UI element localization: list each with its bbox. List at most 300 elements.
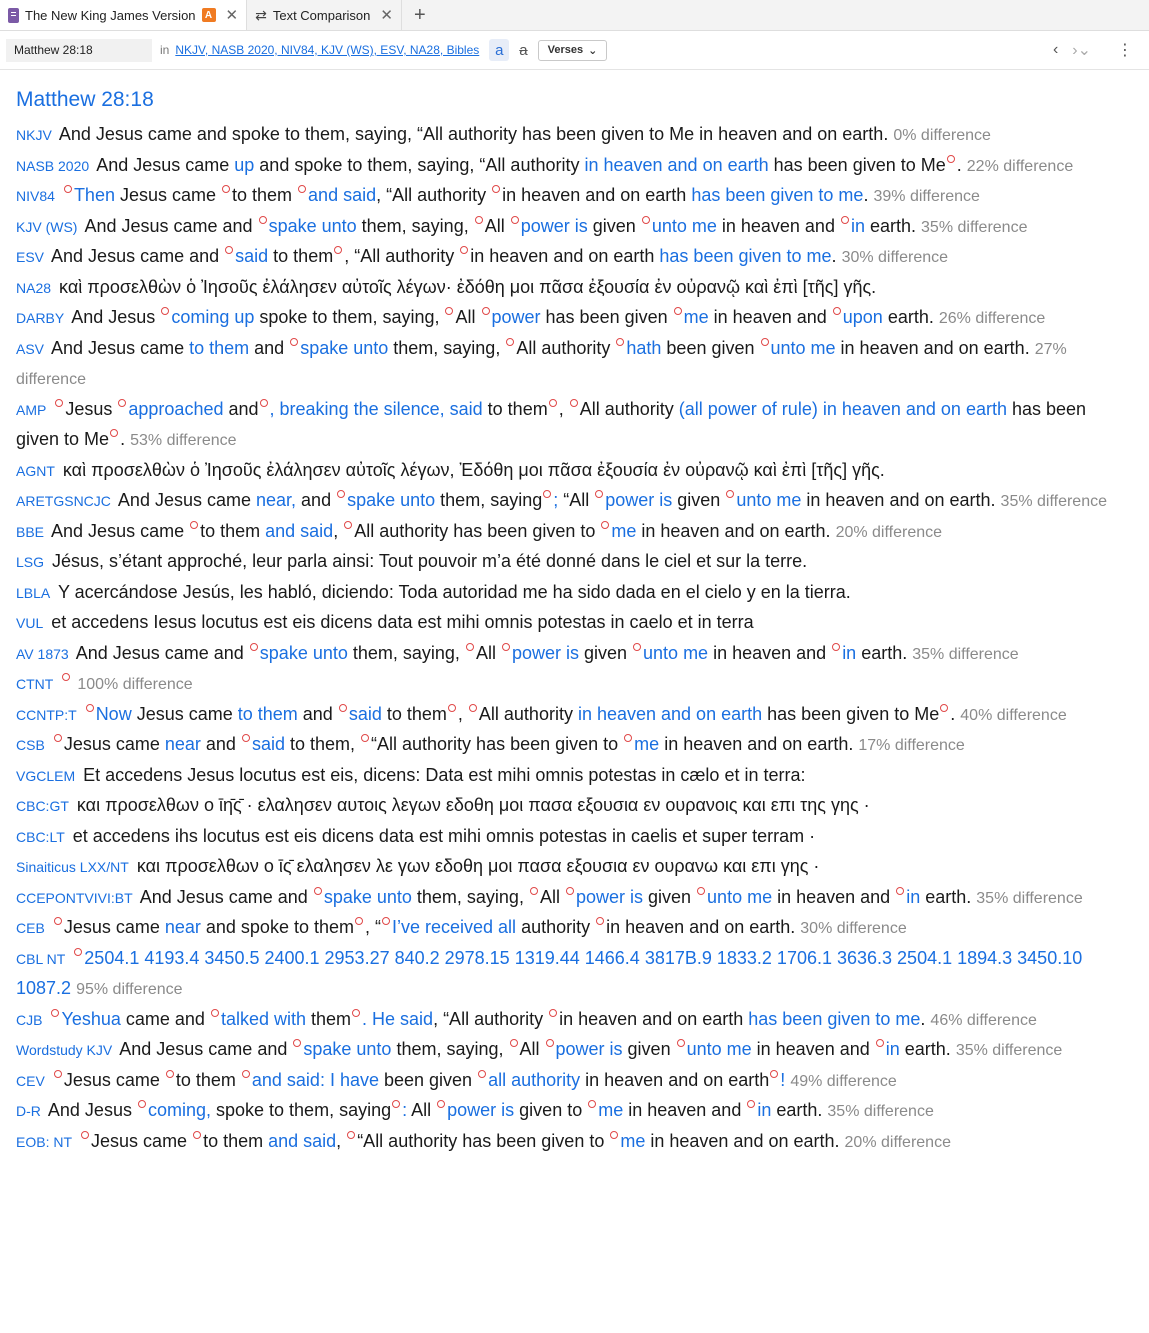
forward-icon[interactable]: ›⌄ xyxy=(1072,42,1091,59)
omission-marker-icon xyxy=(211,1009,219,1017)
verse-text: Et accedens Jesus locutus est eis, dicens: Data est mihi omnis potestas in cælo et in terra: xyxy=(83,764,806,785)
verse-row xyxy=(16,761,1133,792)
difference-percent: 46% difference xyxy=(930,1011,1037,1029)
difference-percent: 35% difference xyxy=(955,1042,1063,1059)
verse-text: in heaven and xyxy=(772,886,896,907)
difference-text: in xyxy=(842,642,857,663)
verse-text: earth. xyxy=(771,1100,823,1120)
verse-text: “All xyxy=(563,490,595,510)
verse-text: καὶ προσελθὼν ὁ Ἰησοῦς ἐλάλησεν αὐτοῖς λέγων, Ἐδόθη μοι πᾶσα ἐξουσία ἐν οὐρανῷ καὶ ἐπὶ [τῆς] γῆς. xyxy=(62,459,885,480)
difference-text: spake unto xyxy=(347,490,436,510)
bible-abbreviation[interactable]: LBLA xyxy=(16,584,51,601)
omission-marker-icon xyxy=(543,490,551,498)
verse-text: earth. xyxy=(899,1039,951,1059)
back-icon[interactable]: ‹ xyxy=(1052,41,1059,58)
verse-text: in heaven and on earth xyxy=(559,1008,749,1029)
verse-text: them xyxy=(305,1008,352,1029)
difference-percent: 20% difference xyxy=(844,1133,951,1151)
comparison-content xyxy=(0,70,1149,1157)
bible-abbreviation[interactable]: EOB: NT xyxy=(16,1133,73,1150)
difference-text: and said xyxy=(308,185,377,205)
verse-text: , “All authority xyxy=(433,1008,549,1029)
verse-text: , xyxy=(457,703,468,724)
bible-abbreviation[interactable]: D-R xyxy=(16,1103,41,1119)
page-title: Matthew 28:18 xyxy=(16,88,154,111)
verse-text: in heaven and on earth. xyxy=(645,1130,840,1151)
verse-text: And Jesus came xyxy=(51,337,190,358)
difference-text: coming, xyxy=(147,1100,211,1120)
omission-marker-icon xyxy=(242,1070,250,1078)
difference-text: in heaven and on earth xyxy=(577,703,763,724)
omission-marker-icon xyxy=(469,704,477,712)
bible-abbreviation[interactable]: CCNTP:T xyxy=(16,706,77,723)
bible-abbreviation[interactable]: CBC:GT xyxy=(16,798,69,814)
omission-marker-icon xyxy=(674,307,682,315)
verse-text: Jesus came xyxy=(63,917,165,937)
verse-row xyxy=(16,1066,1133,1097)
difference-percent: 35% difference xyxy=(912,645,1019,663)
difference-percent: 30% difference xyxy=(800,920,907,937)
omission-marker-icon xyxy=(242,734,250,742)
verse-row xyxy=(16,730,1133,761)
omission-marker-icon xyxy=(747,1100,755,1108)
difference-percent: 95% difference xyxy=(76,981,183,998)
difference-text: all authority xyxy=(488,1069,581,1090)
bible-abbreviation[interactable]: LSG xyxy=(16,554,45,570)
verse-text: All xyxy=(455,307,481,327)
verse-text: Jesus came xyxy=(91,1130,193,1151)
bible-abbreviation[interactable]: CCEPONTVIVI:BT xyxy=(16,889,133,906)
verse-text: And Jesus came xyxy=(51,520,190,541)
mode-dropdown[interactable] xyxy=(538,40,608,61)
omission-marker-icon xyxy=(54,734,62,742)
verse-text: has been given to Me xyxy=(762,703,940,724)
verse-text: in heaven and xyxy=(708,642,832,663)
difference-text: me xyxy=(683,307,709,327)
verse-text: to them xyxy=(482,398,548,419)
difference-text: coming up xyxy=(171,307,255,327)
omission-marker-icon xyxy=(677,1039,685,1047)
omission-marker-icon xyxy=(339,704,347,712)
show-differences-toggle[interactable]: a xyxy=(489,39,509,61)
difference-text: said xyxy=(235,246,269,266)
difference-text: ! xyxy=(780,1069,786,1090)
verse-text: All xyxy=(519,1039,545,1059)
verse-row xyxy=(16,242,1133,273)
verse-text: them, saying, xyxy=(347,642,465,663)
omission-marker-icon xyxy=(549,1009,557,1017)
verse-text: has been given xyxy=(540,307,673,327)
omission-marker-icon xyxy=(138,1100,146,1108)
verse-text: been given xyxy=(378,1069,478,1090)
difference-text: I’ve received all xyxy=(392,917,517,937)
bible-abbreviation[interactable]: CBC:LT xyxy=(16,828,65,845)
verse-text: them, saying, xyxy=(391,1039,509,1059)
bible-abbreviation[interactable]: Wordstudy KJV xyxy=(16,1042,113,1058)
swap-arrows-icon: ⇄ xyxy=(255,6,267,23)
difference-text: and said: I have xyxy=(251,1069,379,1090)
verse-text: earth. xyxy=(864,215,917,236)
verse-text: in heaven and on earth xyxy=(470,246,660,266)
difference-text: in xyxy=(757,1100,772,1120)
verse-text: in heaven and on earth xyxy=(580,1069,770,1090)
verse-text: and xyxy=(223,398,259,419)
bible-abbreviation[interactable]: CJB xyxy=(16,1011,43,1028)
omission-marker-icon xyxy=(190,521,198,529)
bible-abbreviation[interactable]: ESV xyxy=(16,249,45,265)
difference-text: Then xyxy=(73,185,115,205)
verse-text: . xyxy=(863,185,869,205)
difference-text: in xyxy=(850,215,865,236)
bible-abbreviation[interactable]: AGNT xyxy=(16,462,55,479)
bible-abbreviation[interactable]: Sinaiticus LXX/NT xyxy=(16,859,129,875)
verse-text: spoke to them, saying, xyxy=(254,307,445,327)
verse-text: spoke to them, saying xyxy=(211,1100,392,1120)
bible-abbreviation[interactable]: ASV xyxy=(16,340,45,357)
verse-text: them, saying, xyxy=(411,886,529,907)
verse-text: Y acercándose Jesús, les habló, diciendo: Toda autoridad me ha sido dada en el cielo y en la tierra. xyxy=(57,581,851,602)
difference-text: near xyxy=(164,734,201,754)
bible-abbreviation[interactable]: CSB xyxy=(16,737,45,753)
difference-text: power is xyxy=(447,1100,515,1120)
omission-marker-icon xyxy=(832,643,840,651)
bible-abbreviation[interactable]: CBL NT xyxy=(16,950,66,967)
omission-marker-icon xyxy=(876,1039,884,1047)
bibles-list-link[interactable]: NKJV, NASB 2020, NIV84, KJV (WS), ESV, NA28, Bibles xyxy=(175,43,480,57)
verse-text: in heaven and xyxy=(708,307,832,327)
verse-text: and spoke to them, saying, “All authority xyxy=(254,154,585,175)
bible-abbreviation[interactable]: BBE xyxy=(16,523,45,540)
omission-marker-icon xyxy=(392,1100,400,1108)
omission-marker-icon xyxy=(222,185,230,193)
verse-text: All xyxy=(411,1100,437,1120)
omission-marker-icon xyxy=(947,155,955,163)
omission-marker-icon xyxy=(193,1131,201,1139)
bible-abbreviation[interactable]: NA28 xyxy=(16,279,52,296)
difference-text: unto me xyxy=(643,642,709,663)
difference-text: upon xyxy=(842,307,883,327)
verse-text: And Jesus came and spoke to them, saying, “All authority has been given to Me in heaven and on earth. xyxy=(58,124,889,144)
verse-text: And Jesus came and xyxy=(51,246,225,266)
verse-text: and xyxy=(296,490,337,510)
verse-row xyxy=(16,608,1133,639)
omission-marker-icon xyxy=(601,521,609,529)
bible-abbreviation[interactable]: CTNT xyxy=(16,676,54,692)
difference-text: in xyxy=(906,886,921,907)
difference-text: talked with xyxy=(220,1008,306,1029)
verse-text: in heaven and xyxy=(623,1100,747,1120)
verse-row xyxy=(16,212,1133,243)
omission-marker-icon xyxy=(596,917,604,925)
verse-row xyxy=(16,822,1133,853)
omission-marker-icon xyxy=(761,338,769,346)
verse-text: Jesus came xyxy=(131,703,238,724)
difference-percent: 35% difference xyxy=(827,1103,934,1120)
verse-text: Jesus came xyxy=(114,185,222,205)
omission-marker-icon xyxy=(259,216,267,224)
omission-marker-icon xyxy=(482,307,490,315)
verse-text: Jesus xyxy=(65,398,118,419)
difference-text: has been given to me xyxy=(691,185,864,205)
verse-row xyxy=(16,456,1133,487)
toolbar xyxy=(0,31,1149,70)
difference-text: hath xyxy=(626,337,662,358)
omission-marker-icon xyxy=(478,1070,486,1078)
verse-row xyxy=(16,639,1133,670)
difference-text: to them xyxy=(189,337,250,358)
omission-marker-icon xyxy=(570,399,578,407)
omission-marker-icon xyxy=(546,1039,554,1047)
omission-marker-icon xyxy=(460,246,468,254)
difference-text: has been given to me xyxy=(659,246,832,266)
verse-text: Jésus, s’étant approché, leur parla ainsi: Tout pouvoir m’a été donné dans le ciel et sur la terre. xyxy=(52,551,808,571)
omission-marker-icon xyxy=(833,307,841,315)
verse-text: them, saying, xyxy=(356,215,474,236)
verse-text: και προσελθων ο ῑη̄ς̄ · ελαλησεν αυτοις λεγων εδοθη μοι πασα εξουσια εν ουρανοις και επι της γης · xyxy=(76,795,870,815)
omission-marker-icon xyxy=(314,887,322,895)
difference-text: unto me xyxy=(651,215,717,236)
difference-text: near, xyxy=(256,490,297,510)
omission-marker-icon xyxy=(595,490,603,498)
verse-text: And Jesus came and xyxy=(75,642,249,663)
difference-text: : xyxy=(402,1100,412,1120)
omission-marker-icon xyxy=(81,1131,89,1139)
omission-marker-icon xyxy=(293,1039,301,1047)
omission-marker-icon xyxy=(475,216,483,224)
difference-text: up xyxy=(234,154,255,175)
difference-percent: 100% difference xyxy=(77,676,193,693)
verse-text: All authority xyxy=(579,398,679,419)
difference-text: approached xyxy=(128,398,224,419)
verse-row xyxy=(16,1035,1133,1066)
verse-text: . xyxy=(956,154,962,175)
difference-text: spake unto xyxy=(303,1039,392,1059)
omission-marker-icon xyxy=(290,338,298,346)
verse-text: in heaven and on earth. xyxy=(606,917,796,937)
omission-marker-icon xyxy=(445,307,453,315)
omission-marker-icon xyxy=(549,399,557,407)
bible-abbreviation[interactable]: CEB xyxy=(16,920,45,936)
difference-percent: 53% difference xyxy=(130,432,237,449)
bible-abbreviation[interactable]: AV 1873 xyxy=(16,645,69,662)
omission-marker-icon xyxy=(530,887,538,895)
verse-text: And Jesus came and xyxy=(139,886,313,907)
verse-text: All authority has been given to xyxy=(354,520,601,541)
verse-text: in heaven and xyxy=(716,215,840,236)
omission-marker-icon xyxy=(726,490,734,498)
omission-marker-icon xyxy=(166,1070,174,1078)
bible-abbreviation[interactable]: NKJV xyxy=(16,127,52,143)
difference-text: spake unto xyxy=(323,886,412,907)
verse-text: And Jesus xyxy=(71,307,161,327)
more-options-icon[interactable]: ⋮ xyxy=(1117,42,1133,59)
verse-row xyxy=(16,395,1133,456)
difference-percent: 40% difference xyxy=(960,706,1067,724)
verse-text: . xyxy=(920,1008,926,1029)
omission-marker-icon xyxy=(64,185,72,193)
verse-text: to them xyxy=(175,1069,241,1090)
verse-text: All authority xyxy=(516,337,616,358)
verse-row xyxy=(16,151,1133,182)
difference-text: unto me xyxy=(736,490,802,510)
verse-text: . xyxy=(831,246,837,266)
verse-text: earth. xyxy=(882,307,934,327)
highlight-badge-icon: A xyxy=(202,8,216,22)
difference-text: power is xyxy=(511,642,579,663)
difference-text: me xyxy=(634,734,660,754)
tab-text-comparison[interactable] xyxy=(247,0,402,30)
verse-row xyxy=(16,334,1133,395)
omission-marker-icon xyxy=(110,429,118,437)
verse-text: earth. xyxy=(920,886,972,907)
verse-text: been given xyxy=(661,337,760,358)
verse-text: to them, xyxy=(284,734,361,754)
verse-text: . xyxy=(950,703,956,724)
difference-text: 2504.1 4193.4 3450.5 2400.1 2953.27 840.2 2978.15 1319.44 1466.4 3817B.9 1833.2 1706.1 3636.3 2504.1 1894.3 3450.10 1087.2 xyxy=(16,947,1083,998)
difference-percent: 20% difference xyxy=(835,523,943,541)
omission-marker-icon xyxy=(86,704,94,712)
difference-percent: 35% difference xyxy=(1000,493,1107,510)
difference-text: unto me xyxy=(770,337,836,358)
omission-marker-icon xyxy=(74,948,82,956)
verse-text: them, saying xyxy=(435,490,543,510)
bible-abbreviation[interactable]: NASB 2020 xyxy=(16,157,90,174)
difference-text: me xyxy=(598,1100,624,1120)
difference-percent: 39% difference xyxy=(873,188,980,205)
verse-text: And Jesus came xyxy=(96,154,235,175)
bible-abbreviation[interactable]: CEV xyxy=(16,1072,45,1089)
difference-percent: 35% difference xyxy=(921,218,1028,236)
verse-text: . xyxy=(120,429,126,449)
omission-marker-icon xyxy=(225,246,233,254)
verse-text: καὶ προσελθὼν ὁ Ἰησοῦς ἐλάλησεν αὐτοῖς λέγων· ἐδόθη μοι πᾶσα ἐξουσία ἐν οὐρανῷ καὶ ἐπὶ [τῆς] γῆς. xyxy=(59,276,877,297)
omission-marker-icon xyxy=(54,917,62,925)
difference-text: and said xyxy=(265,520,334,541)
omission-marker-icon xyxy=(355,917,363,925)
difference-text: power xyxy=(491,307,541,327)
verse-row xyxy=(16,1096,1133,1127)
omission-marker-icon xyxy=(51,1009,59,1017)
omission-marker-icon xyxy=(633,643,641,651)
tab-nkjv[interactable] xyxy=(0,0,247,30)
verse-row xyxy=(16,303,1133,334)
difference-percent: 0% difference xyxy=(893,127,991,144)
omission-marker-icon xyxy=(510,1039,518,1047)
verse-text: earth. xyxy=(856,642,908,663)
verse-text: , “ xyxy=(365,917,381,937)
verse-text: given xyxy=(622,1039,676,1059)
omission-marker-icon xyxy=(492,185,500,193)
difference-text: said xyxy=(251,734,285,754)
verse-text: All xyxy=(484,215,510,236)
difference-percent: 27% difference xyxy=(16,340,1067,388)
omission-marker-icon xyxy=(361,734,369,742)
verse-text: , “All authority xyxy=(344,246,460,266)
verse-row xyxy=(16,883,1133,914)
difference-text: (all power of rule) in heaven and on earth xyxy=(678,398,1007,419)
bible-abbreviation[interactable]: DARBY xyxy=(16,310,65,326)
close-icon[interactable]: ✕ xyxy=(225,7,239,24)
difference-percent: 35% difference xyxy=(976,889,1083,907)
verse-text: came and xyxy=(120,1008,210,1029)
omission-marker-icon xyxy=(642,216,650,224)
verse-row xyxy=(16,486,1133,517)
close-icon[interactable]: ✕ xyxy=(380,7,393,24)
verse-row xyxy=(16,517,1133,548)
omission-marker-icon xyxy=(62,673,70,681)
verse-text: to them xyxy=(200,520,266,541)
difference-text: has been given to me xyxy=(748,1008,921,1029)
difference-text: unto me xyxy=(686,1039,752,1059)
bible-abbreviation[interactable]: VGCLEM xyxy=(16,767,76,784)
verse-text: given xyxy=(587,215,641,236)
verse-text: , “All authority xyxy=(376,185,492,205)
bible-abbreviation[interactable]: KJV (WS) xyxy=(16,218,78,235)
omission-marker-icon xyxy=(616,338,624,346)
verse-text: “All authority has been given to xyxy=(371,734,624,754)
verse-text: and spoke to them xyxy=(200,917,354,937)
bible-abbreviation[interactable]: ARETGSNCJC xyxy=(16,493,111,509)
verse-text: has been given to Me xyxy=(16,398,1087,449)
verse-text: Jesus came xyxy=(63,1069,165,1090)
omission-marker-icon xyxy=(250,643,258,651)
difference-text: unto me xyxy=(707,886,773,907)
omission-marker-icon xyxy=(566,887,574,895)
omission-marker-icon xyxy=(511,216,519,224)
verse-row xyxy=(16,791,1133,822)
verse-text: authority xyxy=(516,917,596,937)
omission-marker-icon xyxy=(896,887,904,895)
reference-input[interactable] xyxy=(6,39,152,62)
verse-row xyxy=(16,273,1133,304)
book-icon xyxy=(8,8,19,23)
verse-row xyxy=(16,700,1133,731)
verse-row xyxy=(16,1127,1133,1158)
omission-marker-icon xyxy=(260,399,268,407)
difference-text: and said xyxy=(268,1130,337,1151)
tab-label: Text Comparison xyxy=(272,7,371,23)
difference-text: to them xyxy=(237,703,298,724)
difference-text: . He said xyxy=(362,1008,434,1029)
verse-text: All xyxy=(539,886,565,907)
verse-text: and xyxy=(200,734,241,754)
verse-text: them, saying, xyxy=(388,337,506,358)
show-omissions-toggle[interactable]: a xyxy=(519,41,528,59)
difference-text: said xyxy=(348,703,382,724)
difference-text: spake unto xyxy=(259,642,348,663)
verse-row xyxy=(16,913,1133,944)
omission-marker-icon xyxy=(298,185,306,193)
verse-text: in heaven and xyxy=(751,1039,875,1059)
verse-list xyxy=(16,120,1133,1157)
bible-abbreviation[interactable]: AMP xyxy=(16,401,47,418)
difference-text: spake unto xyxy=(300,337,389,358)
new-tab-icon[interactable]: + xyxy=(413,3,426,26)
in-label: in xyxy=(160,43,170,57)
bible-abbreviation[interactable]: VUL xyxy=(16,615,44,631)
omission-marker-icon xyxy=(382,917,390,925)
verse-row xyxy=(16,1005,1133,1036)
omission-marker-icon xyxy=(624,734,632,742)
verse-row xyxy=(16,547,1133,578)
bible-abbreviation[interactable]: NIV84 xyxy=(16,188,55,204)
verse-text: All xyxy=(475,642,501,663)
difference-text: me xyxy=(620,1130,646,1151)
difference-text: power is xyxy=(520,215,588,236)
difference-text: Yeshua xyxy=(61,1008,121,1029)
verse-row xyxy=(16,181,1133,212)
verse-text: , xyxy=(333,520,344,541)
